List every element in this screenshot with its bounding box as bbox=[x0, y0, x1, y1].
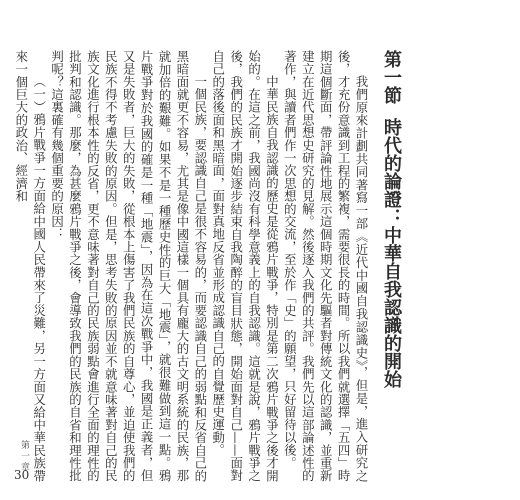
section-title: 時代的論證：中華自我認識的開始 bbox=[381, 118, 402, 388]
section-heading bbox=[380, 50, 402, 482]
running-footer-chapter: 第一章 bbox=[19, 440, 29, 473]
page-number: 30 bbox=[14, 468, 30, 482]
paragraph-2: 中華民族自我認識的歷史是從鴉片戰爭，特別是第二次鴉片戰爭之後才開始的。在這之前，我國尚沒有科學意義上的自我認識。這就是說，鴉片戰爭之後，我們的民族才開始逐步結束自我陶醉的盲目狀態，開始面對自己——面對自己的落後面和黑暗面，面對真地反省並形成認識自己的自覺歷史運動。 bbox=[210, 50, 280, 482]
paragraph-3: 一個民族，要認識自己是很不容易的，而要認識自己的弱點和反省自己的黑暗面就更不容易，尤其是像中國這樣一個具有龐大的古文明系統的民族，那就加倍的艱難。如果不是一種歷史性的巨大「地震」，就很難做到這一點。鴉片戰爭對於我國的確是一種「地震」，因為在這次戰爭中，我國是正義者，但又是失敗者，巨大的失敗，從根本上傷害了我們民族的自尊心，並迫使我們的民族不得不考慮失敗的原因。但是，思考失敗的原因並不就意味著對自己的民族文化進行根本性的反省，更不意味著對自己的民族弱點會進行全面的理性的批判和認識。那麼，為甚麼鴉片戰爭之後，會導致我們的民族的自省和理性批判呢？這裏確有幾個重要的原因： bbox=[49, 50, 208, 482]
paragraph-4: （一）鴉片戰爭一方面給中國人民帶來了災難，另一方面又給中華民族帶來一個巨大的政治、經濟和 bbox=[13, 50, 47, 482]
section-number: 第一節 bbox=[381, 50, 402, 104]
paragraph-1: 我們原來計劃共同著寫一部《近代中國自我認識史》，但是，進入研究之後，才充份意識到工程的繁複，需要很長的時間。所以我們就選擇「五四」時期這個斷面，帶評論性地展示這個時期文化先驅者對傳統文化的認識，並重新建立在近代思想史研究的見解。然後逐入我們的共評。我們先以這部論述性的著作，與讀者們作一次思想的交流，至於作「史」的願望，只好留待以後。 bbox=[282, 50, 369, 482]
body-text bbox=[0, 50, 370, 482]
